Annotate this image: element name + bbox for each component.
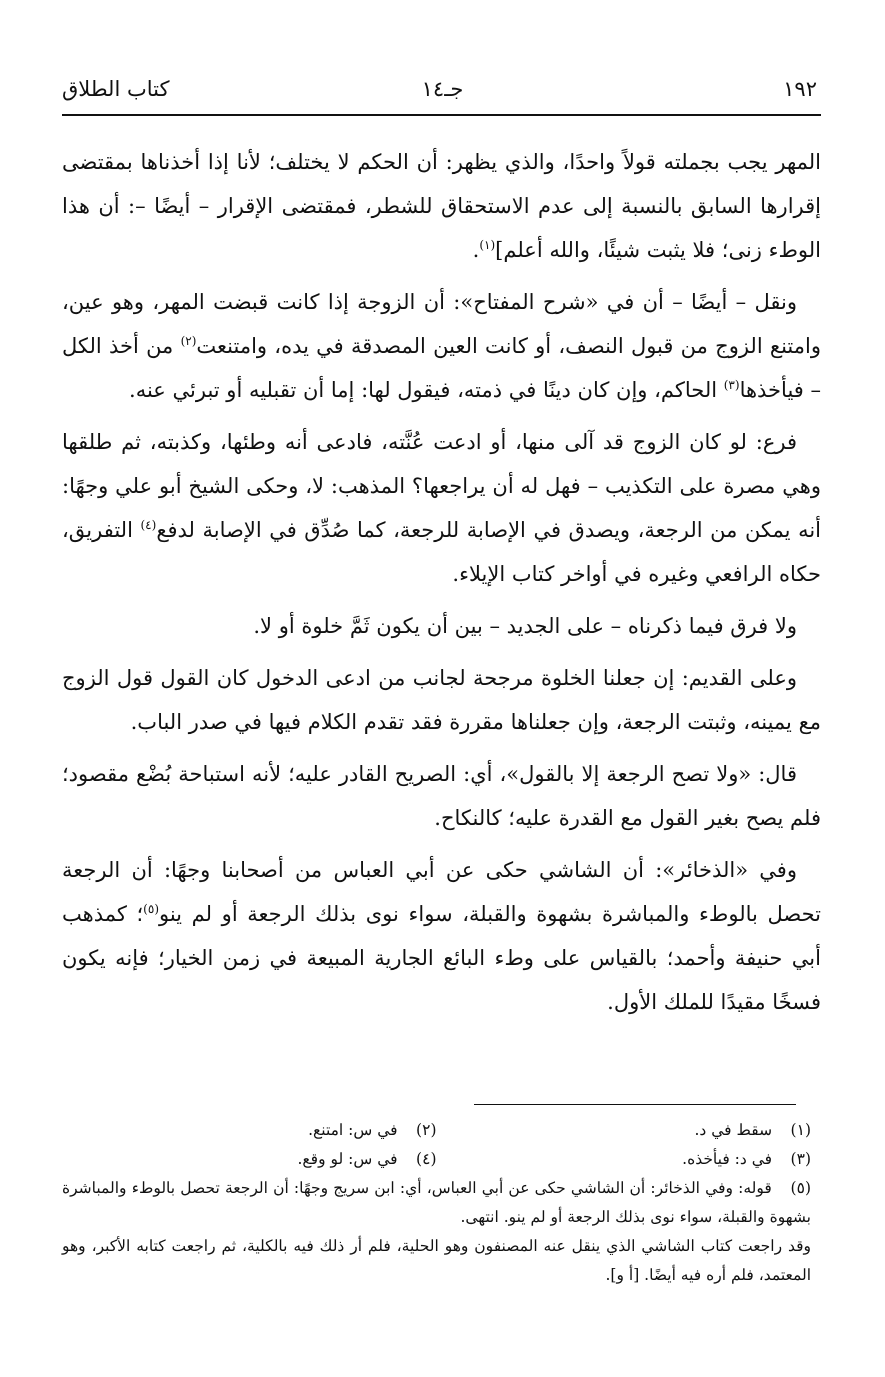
paragraph-text: وعلى القديم: إن جعلنا الخلوة مرجحة لجانب من ادعى الدخول كان القول قول الزوج مع يمينه، وثبتت الرجعة، وإن جعلناها مقررة فقد تقدم الكلام فيها في صدر الباب.	[62, 666, 821, 734]
footnote-ref: (٥)	[143, 902, 159, 916]
paragraph	[62, 420, 821, 596]
footnote-number: (١)	[790, 1121, 811, 1139]
paragraph-text: قال: «ولا تصح الرجعة إلا بالقول»، أي: الصريح القادر عليه؛ لأنه استباحة بُضْع مقصود؛ فلم يصح بغير القول مع القدرة عليه؛ كالنكاح.	[62, 762, 821, 830]
footnote-ref: (١)	[479, 238, 496, 252]
paragraph	[62, 280, 821, 412]
footnote-ref: (٣)	[723, 378, 740, 392]
footnote-row	[62, 1116, 811, 1145]
paragraph-text: ؛ كمذهب أبي حنيفة وأحمد؛ بالقياس على وطء البائع الجارية المبيعة في زمن الخيار؛ فإنه يكون فسخًا مقيدًا للملك الأول.	[62, 902, 821, 1014]
footnote-text: سقط في د.	[694, 1121, 773, 1139]
paragraph-text: ونقل – أيضًا – أن في «شرح المفتاح»: أن الزوجة إذا كانت قبضت المهر، وهو عين، وامتنع الزوج من قبول النصف، أو كانت العين المصدقة في يده، وامتنعت	[62, 290, 821, 358]
footnote-3	[437, 1145, 812, 1174]
footnote-2	[62, 1116, 437, 1145]
footnote-number: (٢)	[416, 1121, 437, 1139]
paragraph-text: التفريق، حكاه الرافعي وغيره في أواخر كتاب الإيلاء.	[62, 518, 821, 586]
paragraph-text: من أخذ الكل – فيأخذها	[62, 334, 821, 402]
paragraph	[62, 848, 821, 1024]
paragraph-text: .	[472, 238, 480, 262]
footnote-number: (٥)	[790, 1179, 811, 1197]
footnote-1	[437, 1116, 812, 1145]
volume-label: جـ١٤	[421, 77, 464, 101]
footnote-number: (٣)	[790, 1150, 811, 1168]
footnote-text: وقد راجعت كتاب الشاشي الذي ينقل عنه المصنفون وهو الحلية، فلم أر ذلك فيه بالكلية، ثم راجعت كتابه الأكبر، وهو المعتمد، فلم أره فيه أيضًا. [أ و].	[62, 1237, 811, 1284]
footnote-text: في د: فيأخذه.	[682, 1150, 773, 1168]
paragraph	[62, 604, 821, 648]
footnote-divider	[474, 1104, 796, 1105]
footnote-row	[62, 1145, 811, 1174]
footnote-number: (٤)	[416, 1150, 437, 1168]
footnote-text: في س: امتنع.	[308, 1121, 398, 1139]
paragraph	[62, 656, 821, 744]
main-text	[62, 140, 821, 1032]
footnote-ref: (٤)	[140, 518, 157, 532]
paragraph-text: وفي «الذخائر»: أن الشاشي حكى عن أبي العباس من أصحابنا وجهًا: أن الرجعة تحصل بالوطء والمباشرة بشهوة والقبلة، سواء نوى بذلك الرجعة أو لم ينو	[62, 858, 821, 926]
footnote-text: في س: لو وقع.	[297, 1150, 398, 1168]
footnote-4	[62, 1145, 437, 1174]
paragraph-text: الحاكم، وإن كان دينًا في ذمته، فيقول لها: إما أن تقبليه أو تبرئي عنه.	[129, 378, 724, 402]
page-number: ١٩٢	[783, 77, 817, 101]
footnotes	[62, 1116, 811, 1290]
paragraph	[62, 140, 821, 272]
footnote-ref: (٢)	[180, 334, 197, 348]
paragraph-text: فرع: لو كان الزوج قد آلى منها، أو ادعت عُنَّته، فادعى أنه وطئها، وكذبته، ثم طلقها وهي مصرة على التكذيب – فهل له أن يراجعها؟ المذهب: لا، وحكى الشيخ أبو علي وجهًا: أنه يمكن من الرجعة، ويصدق في الإصابة للرجعة، كما صُدِّق في الإصابة لدفع	[62, 430, 822, 542]
footnote-5	[62, 1174, 811, 1290]
paragraph	[62, 752, 821, 840]
running-title: كتاب الطلاق	[62, 77, 170, 101]
header-divider	[62, 114, 821, 116]
footnote-text: قوله: وفي الذخائر: أن الشاشي حكى عن أبي العباس، أي: ابن سريج وجهًا: أن الرجعة تحصل بالوطء والمباشرة بشهوة والقبلة، سواء نوى بذلك الرجعة أو لم ينو. انتهى.	[62, 1179, 811, 1226]
paragraph-text: المهر يجب بجملته قولاً واحدًا، والذي يظهر: أن الحكم لا يختلف؛ لأنا إذا أخذناها بمقتضى إقرارها السابق بالنسبة إلى عدم الاستحقاق للشطر، فمقتضى الإقرار – أيضًا –: أن هذا الوطء زنى؛ فلا يثبت شيئًا، والله أعلم]	[62, 150, 821, 262]
paragraph-text: ولا فرق فيما ذكرناه – على الجديد – بين أن يكون ثَمَّ خلوة أو لا.	[253, 614, 797, 638]
